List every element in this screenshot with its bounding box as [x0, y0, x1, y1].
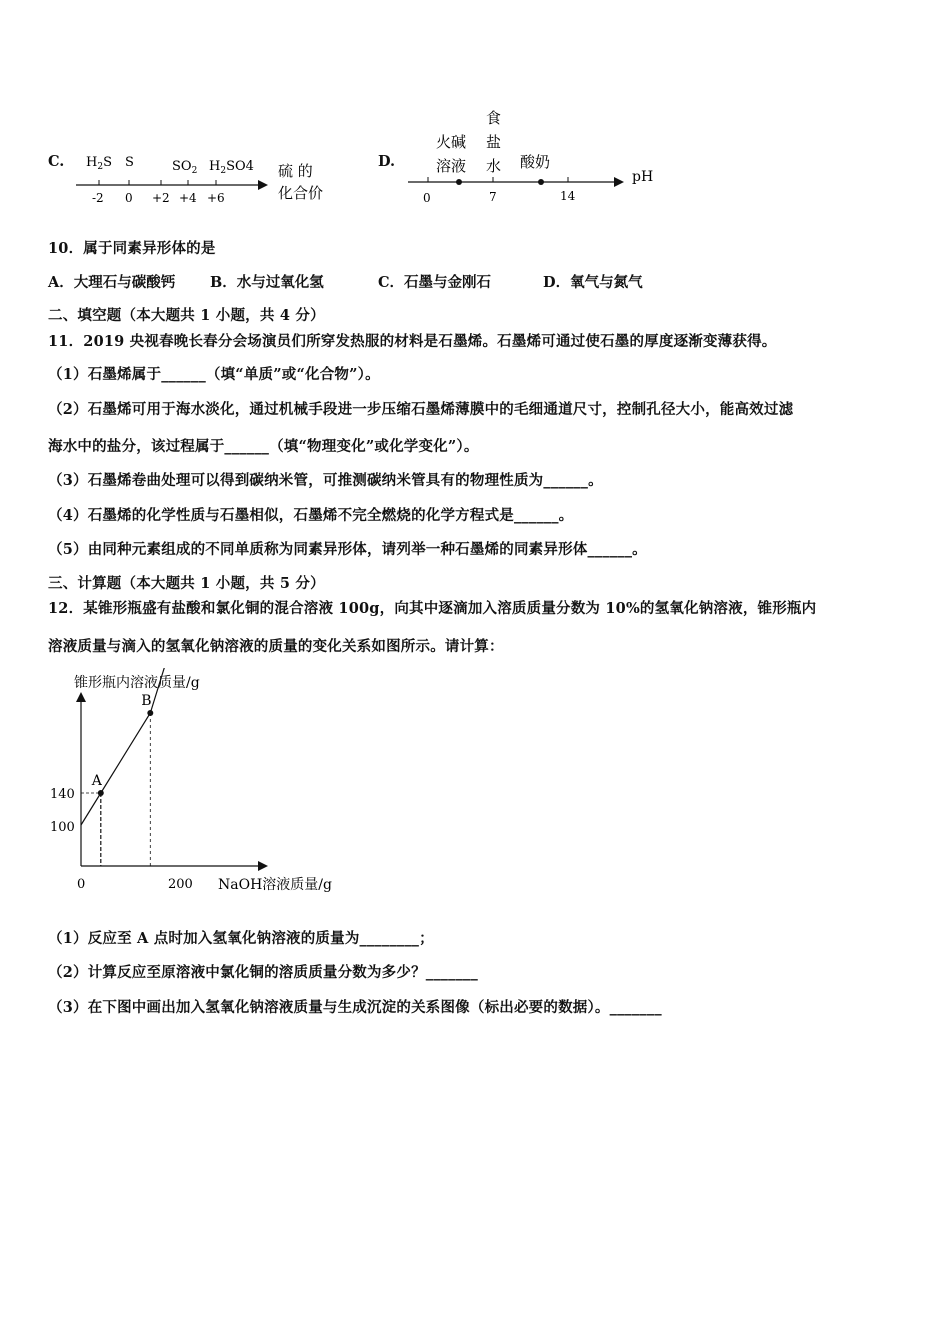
- q11-part2a: （2）石墨烯可用于海水淡化，通过机械手段进一步压缩石墨烯薄膜中的毛细通道尺寸，控制孔径大小，能高效过滤: [48, 401, 794, 418]
- q12-part1: （1）反应至 A 点时加入氢氧化钠溶液的质量为________；: [48, 930, 434, 947]
- point-label-b: B: [141, 693, 152, 709]
- tick-label: 0: [125, 191, 133, 205]
- label-suannai: 酸奶: [520, 153, 551, 171]
- point-suannai: [538, 179, 544, 185]
- q11-part1: （1）石墨烯属于______（填“单质”或“化合物”）。: [48, 366, 380, 383]
- y-tick-140: 140: [50, 787, 75, 802]
- q11-stem: 11．2019 央视春晚长春分会场演员们所穿发热服的材料是石墨烯。石墨烯可通过使石墨的厚度逐渐变薄获得。: [48, 333, 777, 350]
- q11-part3: （3）石墨烯卷曲处理可以得到碳纳米管，可推测碳纳米管具有的物理性质为______。: [48, 472, 603, 489]
- tick-label: +2: [152, 191, 170, 205]
- y-axis-arrow-icon: [76, 692, 86, 702]
- ph-axis: [400, 105, 670, 210]
- q12-stem-b: 溶液质量与滴入的氢氧化钠溶液的质量的变化关系如图所示。请计算：: [48, 638, 504, 655]
- point-huojian: [456, 179, 462, 185]
- species-s: S: [125, 155, 134, 170]
- q10-stem: 10．属于同素异形体的是: [48, 240, 216, 257]
- x-tick-200: 200: [168, 877, 193, 892]
- label-shui: 水: [486, 157, 502, 175]
- tick-label: -2: [92, 191, 104, 205]
- axis-arrow-icon: [614, 177, 624, 187]
- point-label-a: A: [91, 773, 102, 789]
- label-huojian: 火碱: [436, 133, 467, 151]
- ph-axis-label: pH: [632, 169, 654, 185]
- sulfur-valence-axis: [72, 148, 342, 208]
- option-d-label: D.: [378, 153, 396, 170]
- q10-option-b: B．水与过氧化氢: [210, 274, 324, 291]
- axis-label-line2: 化合价: [278, 184, 324, 202]
- label-rongye: 溶液: [436, 157, 467, 175]
- q11-part2b: 海水中的盐分，该过程属于______（填“物理变化”或化学变化”）。: [48, 438, 479, 455]
- species-h2s: $H_2S$: [86, 155, 112, 172]
- axis-arrow-icon: [258, 180, 268, 190]
- q11-part5: （5）由同种元素组成的不同单质称为同素异形体，请列举一种石墨烯的同素异形体______。: [48, 541, 647, 558]
- point-a: [98, 790, 104, 796]
- chart-x-label: NaOH溶液质量/g: [218, 877, 332, 893]
- q12-stem-a: 12．某锥形瓶盛有盐酸和氯化铜的混合溶液 100g，向其中逐滴加入溶质质量分数为 10%的氢氧化钠溶液，锥形瓶内: [48, 600, 817, 617]
- q10-option-c: C．石墨与金刚石: [378, 274, 492, 291]
- tick-label: 14: [560, 189, 576, 203]
- q10-option-a: A．大理石与碳酸钙: [48, 274, 176, 291]
- q10-option-d: D．氧气与氮气: [543, 274, 643, 291]
- section3-title: 三、计算题（本大题共 1 小题，共 5 分）: [48, 575, 325, 592]
- point-b: [147, 710, 153, 716]
- tick-label: +6: [207, 191, 225, 205]
- series-line: [81, 668, 165, 825]
- q12-part3: （3）在下图中画出加入氢氧化钠溶液质量与生成沉淀的关系图像（标出必要的数据）。_______: [48, 999, 662, 1016]
- tick-label: +4: [179, 191, 197, 205]
- option-c-label: C.: [48, 153, 65, 170]
- species-so2: $SO_2$: [172, 159, 198, 176]
- section2-title: 二、填空题（本大题共 1 小题，共 4 分）: [48, 307, 325, 324]
- q11-part4: （4）石墨烯的化学性质与石墨相似，石墨烯不完全燃烧的化学方程式是______。: [48, 507, 574, 524]
- tick-label: 7: [489, 190, 497, 204]
- label-yan: 盐: [486, 133, 502, 151]
- solution-mass-chart: [40, 668, 360, 900]
- x-axis-arrow-icon: [258, 861, 268, 871]
- chart-y-label: 锥形瓶内溶液质量/g: [74, 675, 200, 691]
- x-tick-0: 0: [77, 877, 86, 892]
- q12-part2: （2）计算反应至原溶液中氯化铜的溶质质量分数为多少？_______: [48, 964, 478, 981]
- species-h2so4: $H_2SO4$: [209, 159, 254, 176]
- axis-label-line1: 硫 的: [278, 162, 313, 180]
- y-tick-100: 100: [50, 820, 75, 835]
- tick-label: 0: [423, 191, 431, 205]
- label-shi: 食: [486, 109, 502, 127]
